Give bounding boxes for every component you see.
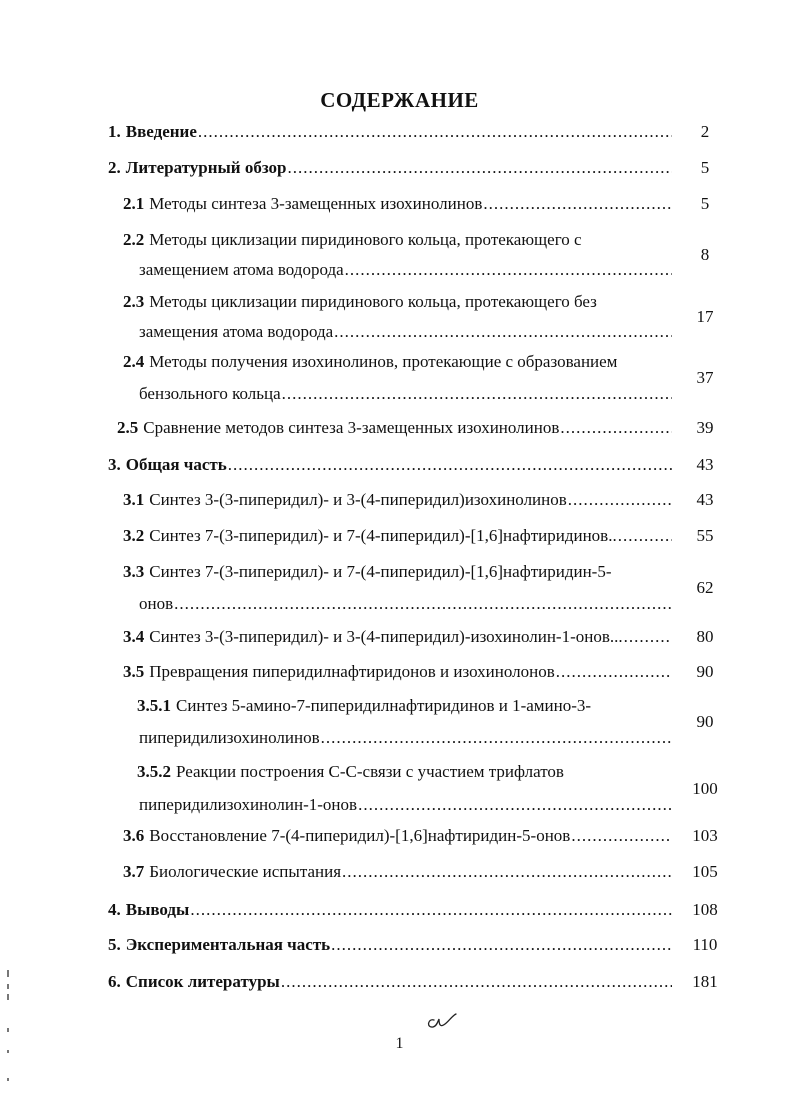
toc-entry-page: 103	[692, 826, 718, 845]
toc-entry-label: Реакции построения С-С-связи с участием трифлатов	[176, 762, 564, 781]
toc-line	[123, 192, 672, 216]
toc-entry-number: 2.2	[123, 230, 145, 249]
toc-entry-number: 2.5	[117, 418, 139, 437]
toc-line	[123, 488, 672, 512]
dot-leader	[571, 824, 672, 848]
toc-entry-label: Методы циклизации пиридинового кольца, протекающего без	[149, 292, 597, 311]
toc-entry-label: Список литературы	[125, 972, 280, 991]
margin-marks	[7, 970, 13, 1095]
toc-entry-label: бензольного кольца	[139, 384, 281, 403]
toc-line	[139, 592, 672, 616]
dot-leader	[345, 258, 672, 282]
toc-entry-page: 43	[696, 490, 714, 509]
toc-line	[123, 625, 672, 649]
toc-entry-page: 37	[696, 368, 714, 387]
dot-leader	[618, 524, 672, 548]
toc-line	[123, 860, 672, 884]
toc-entry-page: 5	[700, 194, 710, 213]
toc-entry-label: Методы получения изохинолинов, протекающие с образованием	[149, 352, 618, 371]
toc-entry-number: 3.1	[123, 490, 145, 509]
dot-leader	[624, 625, 672, 649]
toc-entry-label: Литературный обзор	[125, 158, 287, 177]
toc-line	[139, 320, 672, 344]
dot-leader	[560, 416, 672, 440]
dot-leader	[331, 933, 672, 957]
toc-line	[123, 524, 672, 548]
page-number: 1	[395, 1035, 404, 1052]
toc-entry-page: 2	[700, 122, 710, 141]
toc-entry-page: 80	[696, 627, 714, 646]
toc-entry-label: Синтез 3-(3-пиперидил)- и 3-(4-пиперидил)изохинолинов	[149, 490, 567, 509]
toc-entry-number: 2.3	[123, 292, 145, 311]
toc-entry-page: 55	[696, 526, 714, 545]
toc-entry-number: 3.5.2	[137, 762, 171, 781]
dot-leader	[198, 120, 672, 144]
toc-line	[137, 760, 672, 784]
toc-entry-page: 105	[692, 862, 718, 881]
toc-entry-label: Синтез 5-амино-7-пиперидилнафтиридинов и 1-амино-3-	[176, 696, 592, 715]
dot-leader	[334, 320, 672, 344]
toc-line	[123, 290, 672, 314]
toc-entry-number: 2.1	[123, 194, 145, 213]
toc-entry-label: Методы синтеза 3-замещенных изохинолинов	[149, 194, 483, 213]
page-title: СОДЕРЖАНИЕ	[320, 88, 479, 112]
toc-entry-label: замещением атома водорода	[139, 260, 344, 279]
toc-entry-page: 108	[692, 900, 718, 919]
toc-entry-number: 2.	[108, 158, 121, 177]
toc-entry-label: Экспериментальная часть	[125, 935, 331, 954]
dot-leader	[556, 660, 672, 684]
dot-leader	[281, 970, 672, 994]
toc-entry-number: 1.	[108, 122, 121, 141]
toc-entry-label: Методы циклизации пиридинового кольца, протекающего с	[149, 230, 582, 249]
toc-line	[123, 350, 672, 374]
toc-entry-page: 100	[692, 779, 718, 798]
dot-leader	[483, 192, 672, 216]
toc-entry-number: 3.6	[123, 826, 145, 845]
toc-line	[108, 970, 672, 994]
toc-entry-page: 43	[696, 455, 714, 474]
toc-line	[123, 560, 672, 584]
toc-line	[108, 453, 672, 477]
toc-entry-number: 3.	[108, 455, 121, 474]
dot-leader	[174, 592, 672, 616]
toc-line	[123, 660, 672, 684]
toc-entry-label: пиперидилизохинолин-1-онов	[139, 795, 358, 814]
toc-line	[108, 120, 672, 144]
toc-entry-page: 90	[696, 662, 714, 681]
toc-entry-label: Превращения пиперидилнафтиридонов и изохинолонов	[149, 662, 555, 681]
toc-entry-page: 5	[700, 158, 710, 177]
toc-entry-label: Восстановление 7-(4-пиперидил)-[1,6]нафтиридин-5-онов	[149, 826, 571, 845]
toc-entry-number: 3.7	[123, 862, 145, 881]
dot-leader	[358, 793, 672, 817]
toc-entry-label: Введение	[125, 122, 197, 141]
toc-entry-label: замещения атома водорода	[139, 322, 334, 341]
toc-entry-page: 62	[696, 578, 714, 597]
toc-entry-label: Биологические испытания	[149, 862, 342, 881]
toc-entry-number: 5.	[108, 935, 121, 954]
toc-entry-label: онов	[139, 594, 174, 613]
toc-entry-page: 181	[692, 972, 718, 991]
toc-line	[139, 382, 672, 406]
dot-leader	[228, 453, 672, 477]
toc-line	[139, 726, 672, 750]
toc-line	[117, 416, 672, 440]
toc-entry-number: 4.	[108, 900, 121, 919]
toc-line	[108, 933, 672, 957]
toc-entry-page: 39	[696, 418, 714, 437]
toc-entry-page: 8	[700, 245, 710, 264]
dot-leader	[321, 726, 672, 750]
toc-entry-label: Выводы	[125, 900, 190, 919]
toc-entry-label: Синтез 7-(3-пиперидил)- и 7-(4-пиперидил)-[1,6]нафтиридинов..	[149, 526, 617, 545]
toc-line	[108, 898, 672, 922]
toc-entry-page: 110	[692, 935, 718, 954]
toc-entry-number: 2.4	[123, 352, 145, 371]
signature-mark	[424, 1010, 458, 1032]
toc-line	[137, 694, 672, 718]
toc-line	[123, 228, 672, 252]
toc-entry-number: 3.5	[123, 662, 145, 681]
toc-line	[123, 824, 672, 848]
toc-entry-number: 3.2	[123, 526, 145, 545]
toc-entry-label: Общая часть	[125, 455, 227, 474]
toc-line	[139, 258, 672, 282]
toc-entry-number: 3.4	[123, 627, 145, 646]
toc-entry-label: Синтез 3-(3-пиперидил)- и 3-(4-пиперидил)-изохинолин-1-онов...	[149, 627, 623, 646]
toc-entry-page: 17	[696, 307, 714, 326]
toc-entry-label: пиперидилизохинолинов	[139, 728, 320, 747]
toc-entry-page: 90	[696, 712, 714, 731]
toc-line	[108, 156, 672, 180]
toc-entry-label: Сравнение методов синтеза 3-замещенных изохинолинов	[143, 418, 560, 437]
toc-entry-label: Синтез 7-(3-пиперидил)- и 7-(4-пиперидил)-[1,6]нафтиридин-5-	[149, 562, 612, 581]
dot-leader	[288, 156, 672, 180]
toc-entry-number: 3.3	[123, 562, 145, 581]
toc-line	[139, 793, 672, 817]
toc-entry-number: 6.	[108, 972, 121, 991]
dot-leader	[190, 898, 672, 922]
dot-leader	[342, 860, 672, 884]
toc-entry-number: 3.5.1	[137, 696, 171, 715]
dot-leader	[282, 382, 672, 406]
dot-leader	[568, 488, 672, 512]
